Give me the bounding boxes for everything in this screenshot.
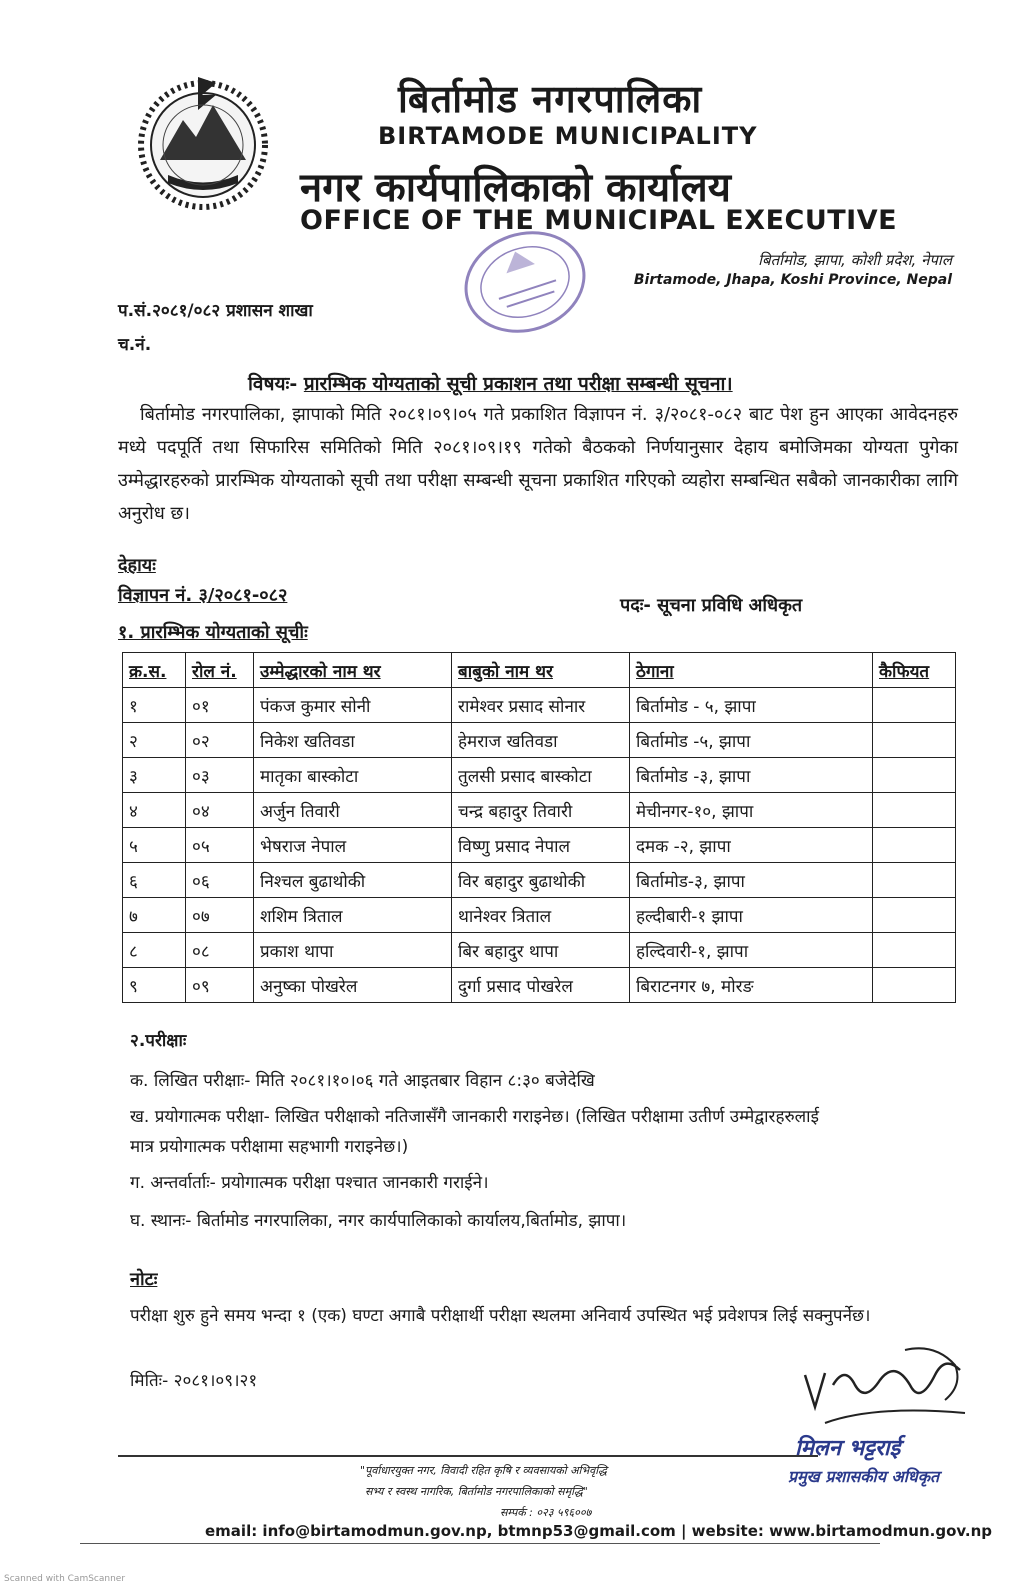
cell-roll: ०७ <box>186 898 254 933</box>
notice-body-paragraph: बिर्तामोड नगरपालिका, झापाको मिति २०८१।०९।०५ गते प्रकाशित विज्ञापन नं. ३/२०८१-०८२ बाट पेश हुन आएका आवेदनहरु मध्ये पदपूर्ति तथा सिफारिस समितिको मिति २०८१।०९।१९ गतेको बैठकको निर्णयानुसार देहाय बमोजिमका योग्यता पुगेका उम्मेद्धारहरुको प्रारम्भिक योग्यताको सूची तथा परीक्षा सम्बन्धी सूचना प्रकाशित गरिएको व्यहोरा सम्बन्धित सबैको जानकारीका लागि अनुरोध छ। <box>118 404 958 524</box>
column-header-address: ठेगाना <box>630 653 873 688</box>
venue-line: घ. स्थानः- बिर्तामोड नगरपालिका, नगर कार्यपालिकाको कार्यालय,बिर्तामोड, झापा। <box>130 1211 627 1231</box>
column-header-roll: रोल नं. <box>186 653 254 688</box>
table-row <box>123 828 956 863</box>
cell-remarks <box>873 793 956 828</box>
cell-sn: १ <box>123 688 186 723</box>
column-header-candidate-name: उम्मेद्धारको नाम थर <box>254 653 452 688</box>
cell-father-name: थानेश्वर त्रिताल <box>452 898 630 933</box>
cell-candidate-name: शशिम त्रिताल <box>254 898 452 933</box>
table-row <box>123 863 956 898</box>
cell-address: बिर्तामोड-३, झापा <box>630 863 873 898</box>
table-row <box>123 933 956 968</box>
table-row <box>123 898 956 933</box>
cell-father-name: विष्णु प्रसाद नेपाल <box>452 828 630 863</box>
cell-address: बिराटनगर ७, मोरङ <box>630 968 873 1003</box>
column-header-father-name: बाबुको नाम थर <box>452 653 630 688</box>
footer-divider <box>118 1455 818 1457</box>
cell-sn: ४ <box>123 793 186 828</box>
practical-exam-line-2: मात्र प्रयोगात्मक परीक्षामा सहभागी गराइनेछ।) <box>130 1137 409 1157</box>
cell-address: बिर्तामोड -५, झापा <box>630 723 873 758</box>
cell-candidate-name: भेषराज नेपाल <box>254 828 452 863</box>
cell-roll: ०४ <box>186 793 254 828</box>
reference-number: प.सं.२०८१/०८२ प्रशासन शाखा <box>118 301 313 321</box>
table-header-row <box>123 653 956 688</box>
column-header-sn: क्र.स. <box>123 653 186 688</box>
footer-slogan-line-1: "पूर्वाधारयुक्त नगर, विवादी रहित कृषि र व्यवसायको अभिवृद्धि <box>360 1464 607 1477</box>
cell-father-name: तुलसी प्रसाद बास्कोटा <box>452 758 630 793</box>
cell-candidate-name: अनुष्का पोखरेल <box>254 968 452 1003</box>
footer-slogan-line-2: सभ्य र स्वस्थ नागरिक, बिर्तामोड नगरपालिकाको समृद्धि" <box>365 1485 588 1498</box>
footer-bottom-rule <box>80 1543 880 1544</box>
cell-sn: ८ <box>123 933 186 968</box>
signatory-title: प्रमुख प्रशासकीय अधिकृत <box>788 1467 940 1486</box>
column-header-remarks: कैफियत <box>873 653 956 688</box>
cell-address: बिर्तामोड - ५, झापा <box>630 688 873 723</box>
dehay-heading: देहायः <box>118 555 156 576</box>
cell-sn: ३ <box>123 758 186 793</box>
cell-sn: ९ <box>123 968 186 1003</box>
cell-roll: ०५ <box>186 828 254 863</box>
advertisement-number: विज्ञापन नं. ३/२०८१-०८२ <box>118 585 288 606</box>
cell-roll: ०८ <box>186 933 254 968</box>
cell-roll: ०६ <box>186 863 254 898</box>
cell-remarks <box>873 933 956 968</box>
cell-roll: ०९ <box>186 968 254 1003</box>
exam-heading: २.परीक्षाः <box>130 1031 187 1051</box>
scanner-watermark: Scanned with CamScanner <box>4 1574 126 1584</box>
cell-roll: ०१ <box>186 688 254 723</box>
signatory-name: मिलन भट्टराई <box>795 1436 901 1461</box>
footer-contact: सम्पर्क : ०२३ ५९६००७ <box>500 1506 592 1519</box>
cell-remarks <box>873 758 956 793</box>
eligibility-list-heading: १. प्रारम्भिक योग्यताको सूचीः <box>118 622 308 643</box>
table-row <box>123 793 956 828</box>
cell-father-name: चन्द्र बहादुर तिवारी <box>452 793 630 828</box>
handwritten-signature <box>785 1345 975 1435</box>
subject-text: प्रारम्भिक योग्यताको सूची प्रकाशन तथा परीक्षा सम्बन्धी सूचना। <box>303 373 733 395</box>
cell-candidate-name: प्रकाश थापा <box>254 933 452 968</box>
cell-father-name: हेमराज खतिवडा <box>452 723 630 758</box>
cell-remarks <box>873 968 956 1003</box>
municipality-name-english: BIRTAMODE MUNICIPALITY <box>378 122 758 150</box>
office-name-english: OFFICE OF THE MUNICIPAL EXECUTIVE <box>300 205 898 236</box>
cell-candidate-name: निश्चल बुढाथोकी <box>254 863 452 898</box>
cell-father-name: रामेश्वर प्रसाद सोनार <box>452 688 630 723</box>
cell-address: हल्दिवारी-१, झापा <box>630 933 873 968</box>
table-row <box>123 758 956 793</box>
table-row <box>123 968 956 1003</box>
cell-candidate-name: मातृका बास्कोटा <box>254 758 452 793</box>
office-name-nepali: नगर कार्यपालिकाको कार्यालय <box>300 165 731 211</box>
cell-father-name: बिर बहादुर थापा <box>452 933 630 968</box>
note-heading: नोटः <box>130 1269 158 1290</box>
municipality-emblem-logo <box>128 65 278 215</box>
post-title: पदः- सूचना प्रविधि अधिकृत <box>620 595 803 616</box>
footer-email-website: email: info@birtamodmun.gov.np, btmnp53@gmail.com | website: www.birtamodmun.gov.np <box>205 1522 993 1540</box>
candidate-list-table <box>122 652 956 1003</box>
practical-exam-line: ख. प्रयोगात्मक परीक्षा- लिखित परीक्षाको नतिजासँगै जानकारी गराइनेछ। (लिखित परीक्षामा उतीर्ण उम्मेद्वारहरुलाई <box>130 1107 819 1127</box>
cell-remarks <box>873 898 956 933</box>
cell-sn: ५ <box>123 828 186 863</box>
cell-roll: ०३ <box>186 758 254 793</box>
cell-candidate-name: निकेश खतिवडा <box>254 723 452 758</box>
interview-line: ग. अन्तर्वार्ताः- प्रयोगात्मक परीक्षा पश्चात जानकारी गराईने। <box>130 1173 489 1193</box>
table-row <box>123 688 956 723</box>
note-text: परीक्षा शुरु हुने समय भन्दा १ (एक) घण्टा अगाबै परीक्षार्थी परीक्षा स्थलमा अनिवार्य उपस्थित भई प्रवेशपत्र लिई सक्नुपर्नेछ। <box>130 1306 871 1326</box>
table-row <box>123 723 956 758</box>
notice-date: मितिः- २०८१।०९।२१ <box>130 1371 258 1391</box>
cell-father-name: विर बहादुर बुढाथोकी <box>452 863 630 898</box>
cell-sn: ७ <box>123 898 186 933</box>
cell-sn: २ <box>123 723 186 758</box>
cell-remarks <box>873 863 956 898</box>
cell-candidate-name: पंकज कुमार सोनी <box>254 688 452 723</box>
cell-candidate-name: अर्जुन तिवारी <box>254 793 452 828</box>
cell-address: बिर्तामोड -३, झापा <box>630 758 873 793</box>
cell-remarks <box>873 723 956 758</box>
cell-address: हल्दीबारी-१ झापा <box>630 898 873 933</box>
cell-remarks <box>873 828 956 863</box>
subject-prefix: विषयः- <box>248 373 304 395</box>
office-stamp-seal <box>440 220 610 345</box>
cell-roll: ०२ <box>186 723 254 758</box>
cell-address: मेचीनगर-१०, झापा <box>630 793 873 828</box>
municipality-name-nepali: बिर्तामोड नगरपालिका <box>398 77 703 121</box>
cell-remarks <box>873 688 956 723</box>
notice-subject <box>248 370 733 396</box>
cell-sn: ६ <box>123 863 186 898</box>
cell-father-name: दुर्गा प्रसाद पोखरेल <box>452 968 630 1003</box>
cell-address: दमक -२, झापा <box>630 828 873 863</box>
written-exam-line: क. लिखित परीक्षाः- मिति २०८१।१०।०६ गते आइतबार विहान ८:३० बजेदेखि <box>130 1071 595 1091</box>
address-nepali: बिर्तामोड, झापा, कोशी प्रदेश, नेपाल <box>758 251 952 269</box>
dispatch-number: च.नं. <box>118 335 152 355</box>
address-english: Birtamode, Jhapa, Koshi Province, Nepal <box>633 272 952 288</box>
